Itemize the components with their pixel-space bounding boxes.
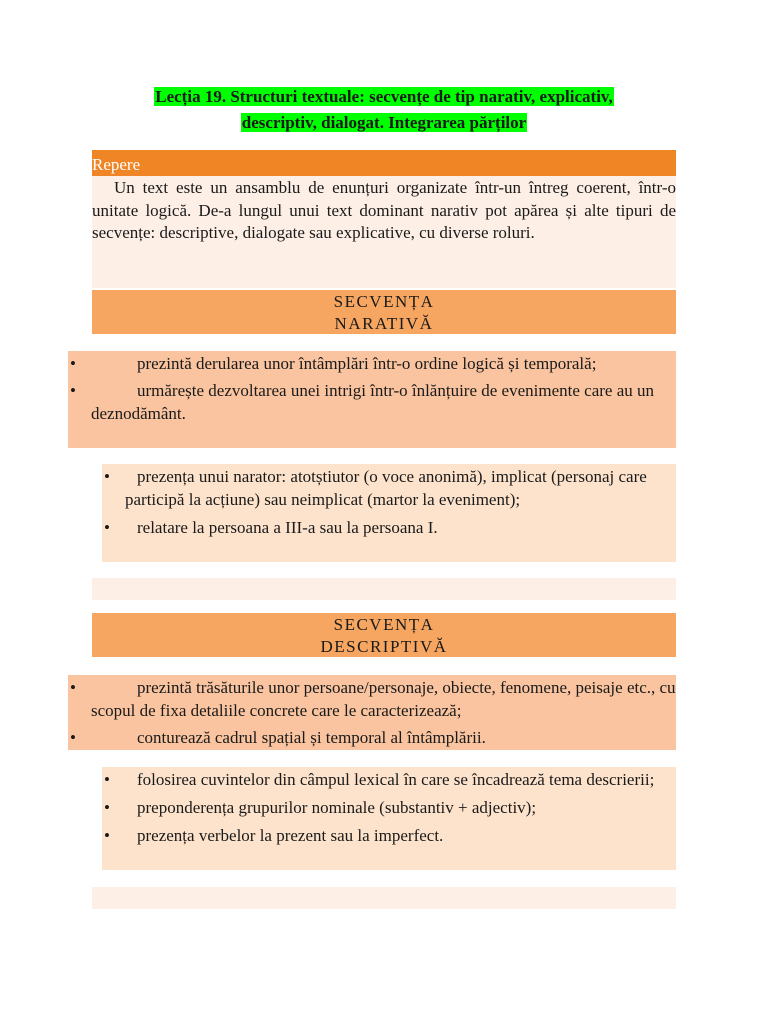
list-item	[102, 768, 676, 791]
list-item-text: prezența unui narator: atotștiutor (o voce anonimă), implicat (personaj care participă la acțiune) sau neimplicat (martor la eveniment);	[125, 467, 647, 509]
list-item	[68, 379, 676, 425]
list-item	[68, 726, 676, 749]
list-item-text: relatare la persoana a III-a sau la persoana I.	[137, 518, 438, 537]
narrative-sub-bullets	[102, 464, 676, 562]
list-item-text: prezența verbelor la prezent sau la imperfect.	[137, 826, 444, 845]
list-item-text: conturează cadrul spațial și temporal al întâmplării.	[137, 728, 486, 747]
narrative-heading-line-2: NARATIVĂ	[334, 314, 434, 333]
narrative-section-heading	[92, 290, 676, 334]
descriptive-heading-line-2: DESCRIPTIVĂ	[320, 637, 448, 656]
bullet-icon: •	[104, 770, 110, 789]
bullet-icon: •	[104, 826, 110, 845]
descriptive-sub-bullets	[102, 767, 676, 870]
bullet-icon: •	[104, 467, 110, 486]
title-line-1: Lecția 19. Structuri textuale: secvențe de tip narativ, explicativ,	[155, 87, 613, 106]
repere-header: Repere	[92, 150, 676, 176]
bullet-icon: •	[104, 798, 110, 817]
lesson-title	[92, 84, 676, 136]
bullet-icon: •	[104, 518, 110, 537]
descriptive-main-bullets	[68, 675, 676, 750]
list-item-text: prezintă trăsăturile unor persoane/personaje, obiecte, fenomene, peisaje etc., cu scopul de fixa detaliile concrete care le caracterizează;	[91, 678, 676, 720]
list-item	[68, 352, 676, 375]
list-item	[102, 516, 676, 539]
spacer-box	[92, 578, 676, 600]
list-item	[102, 796, 676, 819]
bullet-icon: •	[70, 678, 76, 697]
descriptive-section-heading	[92, 613, 676, 657]
list-item-text: folosirea cuvintelor din câmpul lexical în care se încadrează tema descrierii;	[137, 770, 655, 789]
repere-text: Un text este un ansamblu de enunțuri organizate într-un întreg coerent, într-o unitate logică. De-a lungul unui text dominant narativ pot apărea și alte tipuri de secvențe: descriptive, dialogate sau explicative, cu diverse roluri.	[92, 176, 676, 288]
descriptive-heading-line-1: SECVENȚA	[333, 615, 435, 634]
spacer-box	[92, 887, 676, 909]
narrative-main-bullets	[68, 351, 676, 448]
title-line-2: descriptiv, dialogat. Integrarea părților	[241, 113, 527, 132]
narrative-heading-line-1: SECVENȚA	[333, 292, 435, 311]
list-item-text: preponderența grupurilor nominale (substantiv + adjectiv);	[137, 798, 537, 817]
bullet-icon: •	[70, 354, 76, 373]
list-item-text: urmărește dezvoltarea unei intrigi într-o înlănțuire de evenimente care au un deznodământ.	[91, 381, 654, 423]
list-item-text: prezintă derularea unor întâmplări într-o ordine logică și temporală;	[137, 354, 597, 373]
bullet-icon: •	[70, 381, 76, 400]
list-item	[102, 465, 676, 511]
list-item	[102, 824, 676, 847]
bullet-icon: •	[70, 728, 76, 747]
list-item	[68, 676, 676, 722]
